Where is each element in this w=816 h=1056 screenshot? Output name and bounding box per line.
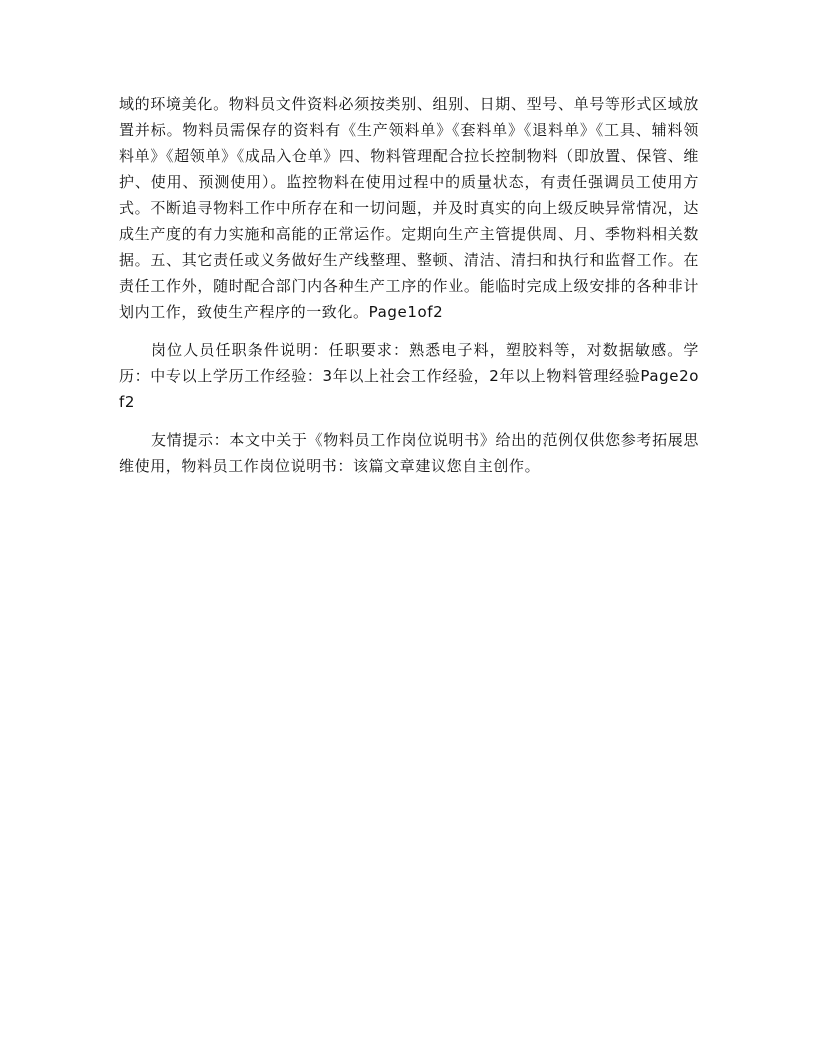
body-paragraph-continuation: 域的环境美化。物料员文件资料必须按类别、组别、日期、型号、单号等形式区域放置并标。物料员需保存的资料有《生产领料单》《套料单》《退料单》《工具、辅料领料单》《超领单》《成品入仓单》四、物料管理配合拉长控制物料（即放置、保管、维护、使用、预测使用）。监控物料在使用过程中的质量状态，有责任强调员工使用方式。不断追寻物料工作中所存在和一切问题，并及时真实的向上级反映异常情况，达成生产度的有力实施和高能的正常运作。定期向生产主管提供周、月、季物料相关数据。五、其它责任或义务做好生产线整理、整顿、清洁、清扫和执行和监督工作。在责任工作外，随时配合部门内各种生产工序的作业。能临时完成上级安排的各种非计划内工作，致使生产程序的一致化。Page1of2 — [119, 95, 699, 321]
document-body — [119, 91, 699, 479]
body-paragraph-qualifications: 岗位人员任职条件说明：任职要求：熟悉电子料，塑胶料等，对数据敏感。学历：中专以上学历工作经验：3年以上社会工作经验，2年以上物料管理经验Page2of2 — [119, 341, 699, 411]
body-paragraph-notice: 友情提示：本文中关于《物料员工作岗位说明书》给出的范例仅供您参考拓展思维使用，物料员工作岗位说明书：该篇文章建议您自主创作。 — [119, 431, 699, 475]
